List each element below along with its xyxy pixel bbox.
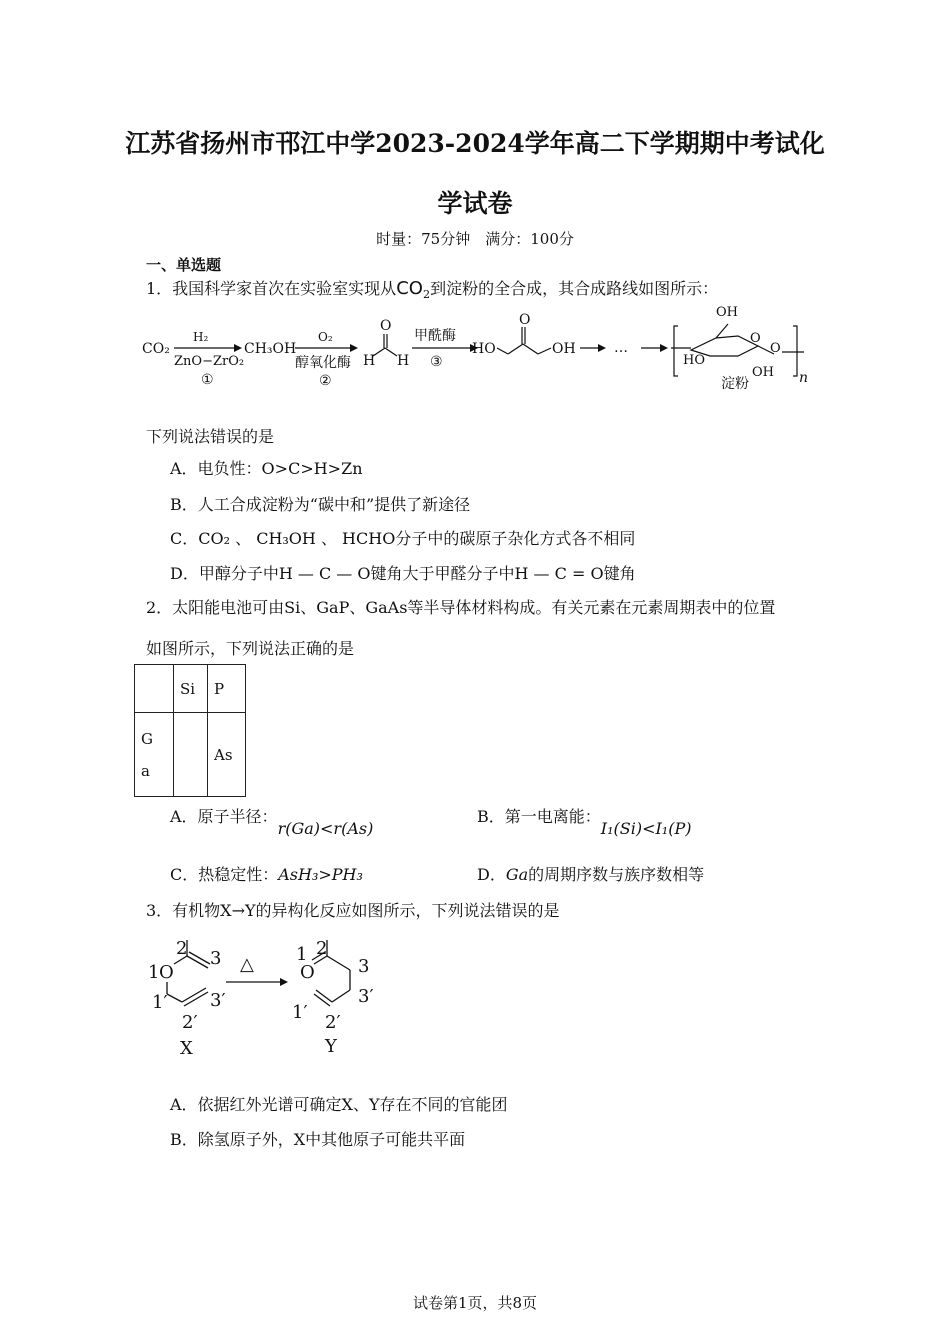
- section-heading: 一、单选题: [146, 256, 222, 274]
- q2-option-b: B．第一电离能：I₁(Si)<I₁(P): [477, 807, 692, 838]
- q2-stem-line2: 如图所示，下列说法正确的是: [146, 639, 355, 658]
- q2-stem-line1: 2．太阳能电池可由Si、GaP、GaAs等半导体材料构成。有关元素在元素周期表中的位置: [146, 598, 776, 617]
- pt-empty-2: [174, 713, 208, 797]
- y-num-2: 2: [316, 938, 328, 959]
- scheme-step2: ②: [319, 373, 332, 389]
- starch-oh-top: OH: [716, 305, 738, 320]
- y-num-3: 3: [358, 956, 370, 977]
- scheme-aldehyde-h-right: H: [397, 353, 410, 369]
- y-label: Y: [325, 1036, 337, 1057]
- page-footer: 试卷第1页，共8页: [412, 1294, 538, 1312]
- x-num-2p: 2′: [182, 1012, 198, 1033]
- scheme-aldehyde-o: O: [380, 318, 392, 334]
- periodic-table-excerpt: [134, 664, 246, 797]
- scheme-enzyme3: 甲酰酶: [414, 328, 456, 344]
- q1-option-d: D．甲醇分子中H — C — O键角大于甲醛分子中H — C = O键角: [170, 564, 636, 583]
- q1-option-b: B．人工合成淀粉为“碳中和”提供了新途径: [170, 495, 471, 514]
- q1-option-a: A．电负性：O>C>H>Zn: [170, 459, 363, 478]
- y-num-1: 1: [296, 944, 308, 965]
- starch-label: 淀粉: [721, 376, 749, 392]
- x-num-3: 3: [210, 948, 222, 969]
- y-o: O: [300, 962, 315, 983]
- pt-si: Si: [174, 665, 208, 713]
- x-label: X: [180, 1038, 193, 1059]
- y-num-2p: 2′: [325, 1012, 341, 1033]
- starch-oh-bottom: OH: [752, 365, 774, 380]
- q1-synthesis-scheme: [138, 302, 818, 402]
- x-o: O: [159, 962, 174, 983]
- page-title-line2: 学试卷: [437, 189, 513, 218]
- q2-option-c: C．热稳定性：AsH₃>PH₃: [170, 865, 363, 884]
- starch-ho: HO: [683, 353, 705, 368]
- scheme-enzyme2: 醇氧化酶: [295, 355, 351, 371]
- time-info: 时量：75分钟 满分：100分: [376, 230, 574, 248]
- y-num-1p: 1′: [292, 1002, 308, 1023]
- q3-stem: 3．有机物X→Y的异构化反应如图所示，下列说法错误的是: [146, 901, 560, 920]
- starch-glyco-o: O: [770, 341, 781, 356]
- q1-stem: 1．我国科学家首次在实验室实现从$CO_2$到淀粉的全合成，其合成路线如图所示：: [146, 278, 719, 302]
- q2-option-a: A．原子半径：r(Ga)<r(As): [170, 807, 374, 838]
- q1-question: 下列说法错误的是: [146, 427, 275, 446]
- scheme-co2: CO₂: [142, 341, 170, 357]
- starch-ring-o: O: [750, 331, 761, 346]
- q3-option-a: A．依据红外光谱可确定X、Y存在不同的官能团: [170, 1095, 508, 1114]
- scheme-h2: H₂: [193, 330, 209, 344]
- starch-n: n: [799, 370, 809, 386]
- scheme-o2: O₂: [318, 330, 333, 344]
- scheme-aldehyde-h-left: H: [363, 353, 376, 369]
- pt-empty: [135, 665, 174, 713]
- scheme-cat1: ZnO−ZrO₂: [174, 354, 245, 369]
- q1-option-c: C．CO₂ 、 CH₃OH 、 HCHO分子中的碳原子杂化方式各不相同: [170, 529, 636, 548]
- x-num-1p: 1′: [152, 992, 168, 1013]
- scheme-step1: ①: [201, 372, 214, 388]
- scheme-carbonyl-o: O: [519, 312, 531, 328]
- scheme-ho: HO: [472, 341, 496, 357]
- scheme-ch3oh: CH₃OH: [244, 341, 297, 357]
- scheme-oh: OH: [552, 341, 576, 357]
- delta-symbol: △: [240, 954, 254, 975]
- x-num-3p: 3′: [210, 990, 226, 1011]
- x-num-1: 1: [148, 962, 160, 983]
- scheme-step3: ③: [430, 354, 443, 370]
- x-num-2: 2: [176, 938, 188, 959]
- pt-p: P: [208, 665, 246, 713]
- pt-ga: G a: [135, 713, 174, 797]
- q2-option-d: D．Ga的周期序数与族序数相等: [477, 865, 705, 884]
- pt-as: As: [208, 713, 246, 797]
- scheme-dots: …: [614, 340, 628, 356]
- q3-option-b: B．除氢原子外，X中其他原子可能共平面: [170, 1130, 466, 1149]
- y-num-3p: 3′: [358, 986, 374, 1007]
- page-title-line1: 江苏省扬州市邗江中学2023-2024学年高二下学期期中考试化: [125, 129, 825, 158]
- q3-reaction-scheme: [140, 934, 400, 1064]
